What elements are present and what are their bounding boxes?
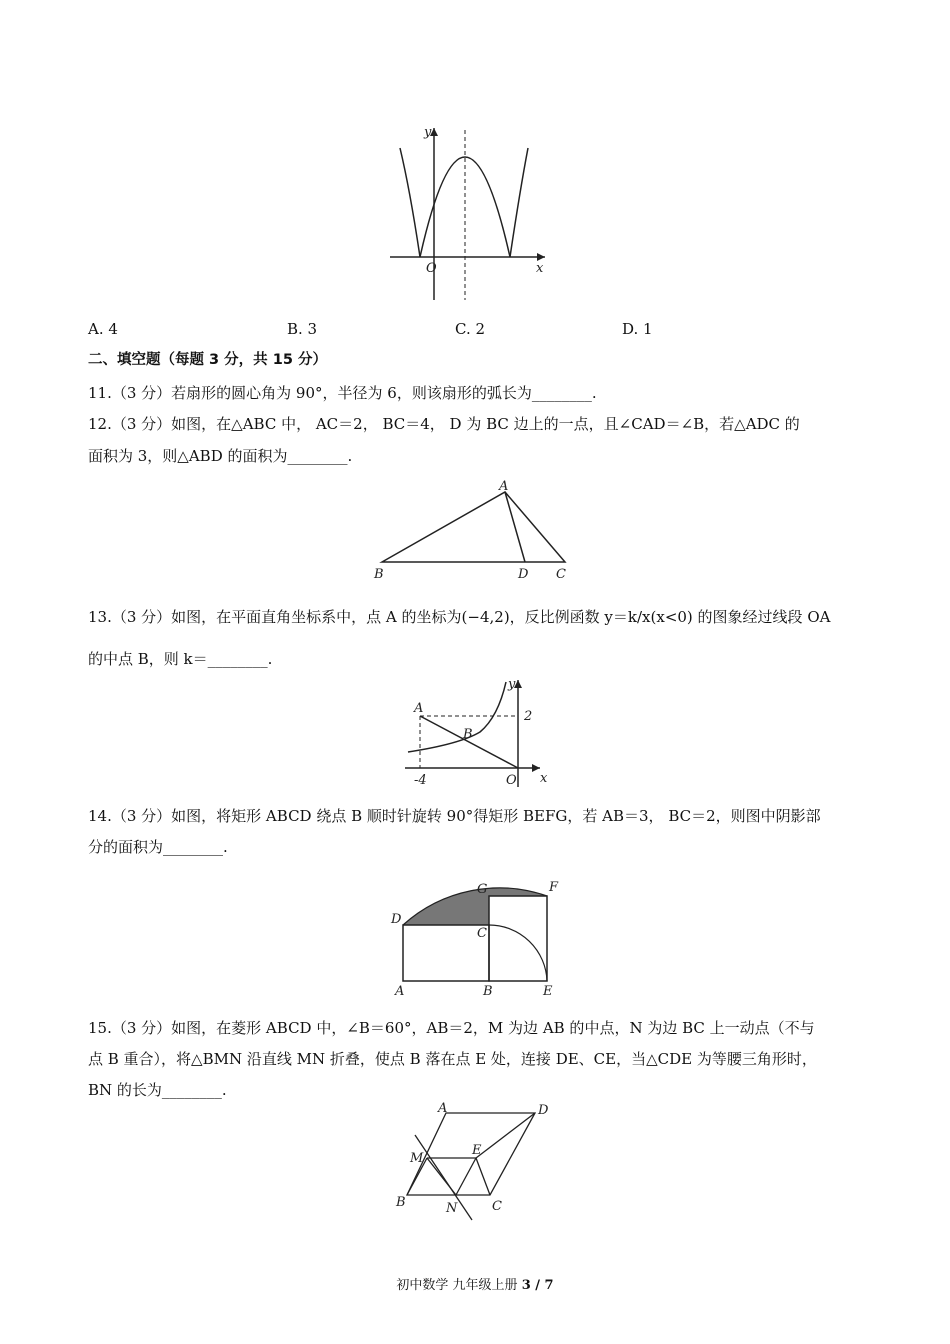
point-g-label: G xyxy=(477,882,488,897)
question-15-line1: 15.（3 分）如图，在菱形 ABCD 中，∠B＝60°，AB＝2，M 为边 AB 的中点，N 为边 BC 上一动点（不与 xyxy=(88,1019,815,1037)
footer-text: 初中数学 九年级上册 xyxy=(396,1278,522,1293)
option-d: D. 1 xyxy=(622,320,653,338)
origin-label: O xyxy=(426,261,437,276)
option-b: B. 3 xyxy=(287,320,318,338)
point-d-label: D xyxy=(391,912,402,927)
point-n-label: N xyxy=(446,1201,458,1216)
question-12-line1: 12.（3 分）如图，在△ABC 中， AC＝2， BC＝4， D 为 BC 边上的一点，且∠CAD＝∠B，若△ADC 的 xyxy=(88,415,800,433)
figure-q10-graph xyxy=(380,120,560,310)
x-axis-label: x xyxy=(536,261,544,276)
point-a-label: A xyxy=(414,701,424,716)
option-a: A. 4 xyxy=(88,320,118,338)
y-axis-label: y xyxy=(508,677,516,692)
point-f-label: F xyxy=(549,880,559,895)
x-axis-label: x xyxy=(540,771,548,786)
origin-label: O xyxy=(506,773,517,788)
point-a-label: A xyxy=(499,479,509,494)
point-c-label: C xyxy=(477,926,487,941)
figure-q15-rhombus xyxy=(390,1100,560,1225)
point-e-label: E xyxy=(472,1143,482,1158)
point-e-label: E xyxy=(543,984,553,999)
tick-neg4-label: -4 xyxy=(414,773,427,788)
point-d-label: D xyxy=(518,567,529,582)
question-15-line3: BN 的长为________. xyxy=(88,1081,227,1099)
option-c: C. 2 xyxy=(455,320,486,338)
question-13-line1: 13.（3 分）如图，在平面直角坐标系中，点 A 的坐标为(−4,2)，反比例函数 y＝k/x(x<0) 的图象经过线段 OA xyxy=(88,608,831,626)
point-b-label: B xyxy=(396,1195,406,1210)
point-a-label: A xyxy=(438,1101,448,1116)
y-axis-label: y xyxy=(424,125,432,140)
page-footer xyxy=(0,1274,950,1293)
point-c-label: C xyxy=(492,1199,502,1214)
question-13-line2: 的中点 B，则 k＝________. xyxy=(88,650,273,668)
page-number: 3 / 7 xyxy=(521,1278,554,1293)
question-15-line2: 点 B 重合），将△BMN 沿直线 MN 折叠，使点 B 落在点 E 处，连接 DE、CE，当△CDE 为等腰三角形时， xyxy=(88,1050,817,1068)
point-a-label: A xyxy=(395,984,405,999)
point-b-label: B xyxy=(374,567,384,582)
question-14-line2: 分的面积为________. xyxy=(88,838,228,856)
point-b-label: B xyxy=(463,727,473,742)
point-m-label: M xyxy=(410,1151,424,1166)
question-14-line1: 14.（3 分）如图，将矩形 ABCD 绕点 B 顺时针旋转 90°得矩形 BEFG，若 AB＝3， BC＝2，则图中阴影部 xyxy=(88,807,821,825)
point-b-label: B xyxy=(483,984,493,999)
figure-q12-triangle xyxy=(370,478,580,583)
question-11: 11.（3 分）若扇形的圆心角为 90°，半径为 6，则该扇形的弧长为________. xyxy=(88,384,597,402)
question-12-line2: 面积为 3，则△ABD 的面积为________. xyxy=(88,447,353,465)
section-title: 二、填空题（每题 3 分，共 15 分） xyxy=(88,352,327,368)
figure-q13-coordinate xyxy=(400,672,560,792)
figure-q14-rotation xyxy=(385,875,565,1000)
point-d-label: D xyxy=(538,1103,549,1118)
tick-2-label: 2 xyxy=(524,709,533,724)
point-c-label: C xyxy=(556,567,566,582)
